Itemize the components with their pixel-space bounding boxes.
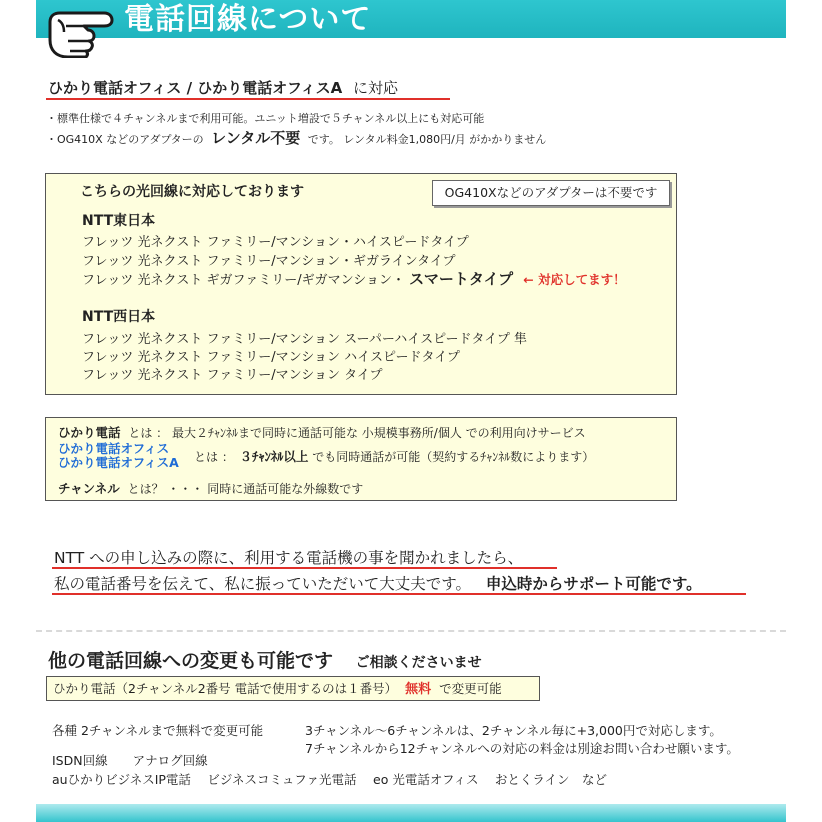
note-rental	[46, 127, 546, 148]
free-change-box	[46, 676, 540, 701]
definition-office-bold: ３ﾁｬﾝﾈﾙ以上	[239, 449, 309, 464]
term-channel: チャンネル	[58, 481, 120, 496]
service-heading-rest: に対応	[353, 79, 399, 97]
term-hikari-office-1: ひかり電話オフィス	[58, 441, 170, 456]
right-line2: 7チャンネルから12チャンネルへの対応の料金は別途お問い合わせ願います。	[305, 741, 739, 756]
definition-hikari: とは ： 最大２ﾁｬﾝﾈﾙまで同時に通話可能な 小規模事務所/個人 での利用向けサービス	[128, 426, 586, 440]
note-rental-prefix: ・OG410X などのアダプターの	[46, 133, 204, 146]
service-heading	[48, 77, 398, 98]
supported-note: ← 対応してます！	[523, 272, 626, 287]
free-change-suffix: で変更可能	[439, 681, 502, 696]
free-change-prefix: ひかり電話（2チャンネル2番号 電話で使用するのは１番号）	[53, 681, 398, 696]
definition-row-hikari	[58, 423, 586, 441]
left-line2: ISDN回線 アナログ回線	[52, 753, 208, 768]
other-carriers-line: auひかりビジネスIP電話 ビジネスコミュファ光電話 eo 光電話オフィス おとくライン など	[52, 772, 608, 787]
term-hikari-office	[58, 442, 179, 470]
note-rental-suffix: です。 レンタル料金1,080円/月 がかかりません	[307, 133, 547, 146]
change-lines-heading	[48, 646, 482, 673]
term-hikari: ひかり電話	[58, 425, 121, 440]
list-item: フレッツ 光ネクスト ファミリー/マンション スーパーハイスピードタイプ 隼	[82, 332, 528, 347]
free-label: 無料	[405, 682, 432, 697]
footer-bar	[36, 804, 786, 822]
right-line1: 3チャンネル～6チャンネルは、2チャンネル毎に+3,000円で対応します。	[305, 723, 722, 738]
pointing-hand-icon	[44, 0, 116, 58]
definition-office: でも同時通話が可能（契約するﾁｬﾝﾈﾙ数によります）	[312, 450, 595, 464]
ntt-note-line2-text: 私の電話番号を伝えて、私に振っていただいて大丈夫です。	[54, 575, 471, 593]
ntt-note-underline2	[52, 593, 746, 595]
consult-note: ご相談くださいませ	[355, 655, 482, 671]
ntt-note-line1: NTT への申し込みの際に、利用する電話機の事を聞かれましたら、	[54, 549, 524, 567]
support-available: 申込時からサポート可能です。	[485, 575, 702, 593]
smart-type-label: スマートタイプ	[409, 270, 514, 288]
list-item: フレッツ 光ネクスト ファミリー/マンション・ハイスピードタイプ	[82, 235, 469, 250]
ntt-east-heading: NTT東日本	[82, 213, 156, 229]
note-channels: ・標準仕様で４チャンネルまで利用可能。ユニット増設で５チャンネル以上にも対応可能	[46, 112, 485, 125]
ntt-note-underline1	[52, 567, 557, 569]
service-heading-bold: ひかり電話オフィス / ひかり電話オフィスA	[48, 79, 343, 97]
list-item: フレッツ 光ネクスト ファミリー/マンション・ギガラインタイプ	[82, 254, 456, 269]
section-divider	[36, 630, 786, 632]
page-title: 電話回線について	[124, 2, 372, 37]
left-line1: 各種 2チャンネルまで無料で変更可能	[52, 723, 264, 738]
definition-channel: とは？ ・・・ 同時に通話可能な外線数です	[127, 482, 364, 496]
change-lines-title: 他の電話回線への変更も可能です	[48, 650, 334, 672]
list-item	[82, 268, 626, 289]
adapter-callout: OG410Xなどのアダプターは不要です	[432, 180, 670, 206]
term-hikari-office-2: ひかり電話オフィスA	[58, 455, 179, 470]
supported-lines-heading: こちらの光回線に対応しております	[80, 184, 304, 200]
heading-underline	[46, 98, 450, 100]
list-item: フレッツ 光ネクスト ファミリー/マンション ハイスピードタイプ	[82, 350, 460, 365]
ntt-west-heading: NTT西日本	[82, 309, 156, 325]
east-line3-prefix: フレッツ 光ネクスト ギガファミリー/ギガマンション・	[82, 273, 406, 288]
definition-office-prefix: とは ：	[194, 450, 234, 464]
note-rental-bold: レンタル不要	[211, 129, 301, 147]
ntt-note-line2	[54, 572, 702, 594]
definition-row-channel	[58, 479, 363, 497]
list-item: フレッツ 光ネクスト ファミリー/マンション タイプ	[82, 368, 383, 383]
definition-row-office	[194, 447, 594, 465]
